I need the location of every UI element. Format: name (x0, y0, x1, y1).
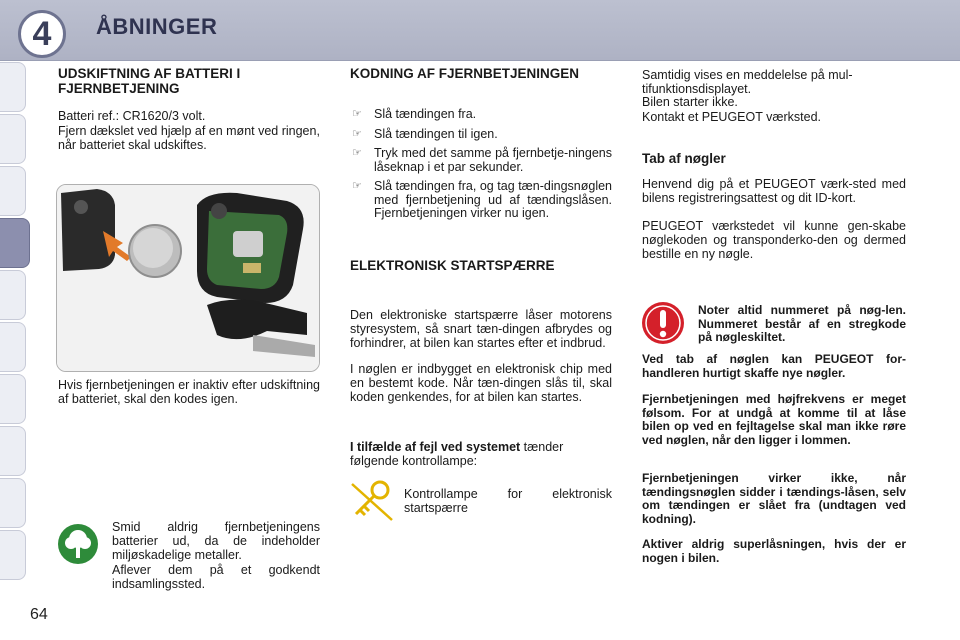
immobiliser-text-1: Den elektroniske startspærre låser motorens styresystem, så snart tæn-dingen afbrydes og forhindrer, at bilen kan startes efter et indbrud. (350, 308, 612, 350)
battery-ref-text: Batteri ref.: CR1620/3 volt. (58, 109, 206, 123)
warning-intro-text: Noter altid nummeret på nøg-len. Nummeret består af en stregkode på nøgleskiltet. (698, 303, 906, 344)
display-message-text: Samtidig vises en meddelelse på mul-tifunktionsdisplayet. (642, 68, 853, 96)
lamp-label: Kontrollampe for elektronisk startspærre (404, 487, 612, 515)
battery-instruction-text: Fjern dækslet ved hjælp af en mønt ved ringen, når batteriet skal udskiftes. (58, 124, 320, 152)
side-tab[interactable] (0, 62, 26, 112)
warning-text-4: Aktiver aldrig superlåsningen, hvis der er nogen i bilen. (642, 537, 906, 565)
side-tab[interactable] (0, 478, 26, 528)
chapter-title: ÅBNINGER (96, 14, 218, 39)
recoding-note: Hvis fjernbetjeningen er inaktiv efter udskiftning af batteriet, skal den kodes igen. (58, 378, 320, 406)
list-item: ☞ Tryk med det samme på fjernbetje-ningens låseknap i et par sekunder. (352, 146, 612, 174)
list-item: ☞ Slå tændingen fra. (352, 107, 477, 121)
eco-notice-icon-wrap (56, 516, 106, 576)
key-battery-svg (57, 185, 319, 371)
fault-text-rest: tænder følgende kontrollampe: (350, 440, 564, 468)
list-item: ☞ Slå tændingen fra, og tag tæn-dingsnøglen med fjernbetjening ud af tændingslåsen. Fjernbetjeningen virker nu igen. (352, 179, 612, 220)
immobiliser-section-title: ELEKTRONISK STARTSPÆRRE (350, 258, 555, 273)
eco-notice-text-2: Aflever dem på et godkendt indsamlingssted. (112, 563, 320, 591)
side-tab[interactable] (0, 374, 26, 424)
warning-icon-wrap (640, 300, 690, 350)
fault-text (350, 440, 612, 468)
battery-replacement-illustration (56, 184, 320, 372)
warning-text-3: Fjernbetjeningen virker ikke, når tændingsnøglen sidder i tændings-låsen, selv om tændingen er slået fra (undtagen ved kodning). (642, 471, 906, 526)
immobiliser-lamp-icon-wrap (348, 476, 396, 524)
warning-text-2: Fjernbetjeningen med højfrekvens er meget følsom. For at undgå at komme til at låse bilen op ved en fejltagelse skal man ikke røre ved nøglen, når den ligger i lommen. (642, 392, 906, 447)
side-tab[interactable] (0, 114, 26, 164)
side-tab[interactable] (0, 426, 26, 476)
exclamation-warning-icon (640, 300, 686, 346)
pointing-hand-icon: ☞ (352, 147, 362, 159)
side-tab-active[interactable] (0, 218, 30, 268)
coding-section-title: KODNING AF FJERNBETJENINGEN (350, 66, 580, 81)
pointing-hand-icon: ☞ (352, 108, 362, 120)
key-loss-text-2: PEUGEOT værkstedet vil kunne gen-skabe nøglekoden og transponderko-den og dermed bestille en ny nøgle. (642, 219, 906, 261)
chapter-side-tabs (0, 62, 30, 582)
side-tab[interactable] (0, 166, 26, 216)
key-lamp-icon (348, 476, 396, 524)
page-number: 64 (30, 606, 48, 623)
car-wont-start-text: Bilen starter ikke. (642, 95, 738, 109)
chapter-number-badge: 4 (18, 10, 66, 58)
side-tab[interactable] (0, 270, 26, 320)
battery-section-title: UDSKIFTNING AF BATTERI I FJERNBETJENING (58, 66, 241, 96)
warning-text-1: Ved tab af nøglen kan PEUGEOT for-handleren hurtigt skaffe nye nøgler. (642, 352, 906, 380)
eco-notice-text-1: Smid aldrig fjernbetjeningens batterier ud, da de indeholder miljøskadelige metaller. (112, 520, 320, 562)
list-item: ☞ Slå tændingen til igen. (352, 126, 498, 141)
pointing-hand-icon: ☞ (352, 127, 362, 140)
key-loss-title: Tab af nøgler (642, 151, 726, 166)
recycle-tree-icon (56, 522, 100, 566)
fault-text-bold: I tilfælde af fejl ved systemet (350, 440, 521, 454)
immobiliser-text-2: I nøglen er indbygget en elektronisk chip med en bestemt kode. Når tæn-dingen slås til, skal koden genkendes, for at bilen kan startes. (350, 362, 612, 404)
side-tab[interactable] (0, 530, 26, 580)
key-loss-text-1: Henvend dig på et PEUGEOT værk-sted med bilens registreringsattest og dit ID-kort. (642, 177, 906, 205)
side-tab[interactable] (0, 322, 26, 372)
pointing-hand-icon: ☞ (352, 180, 362, 192)
coding-steps-list (350, 108, 612, 227)
contact-workshop-text: Kontakt et PEUGEOT værksted. (642, 110, 822, 124)
